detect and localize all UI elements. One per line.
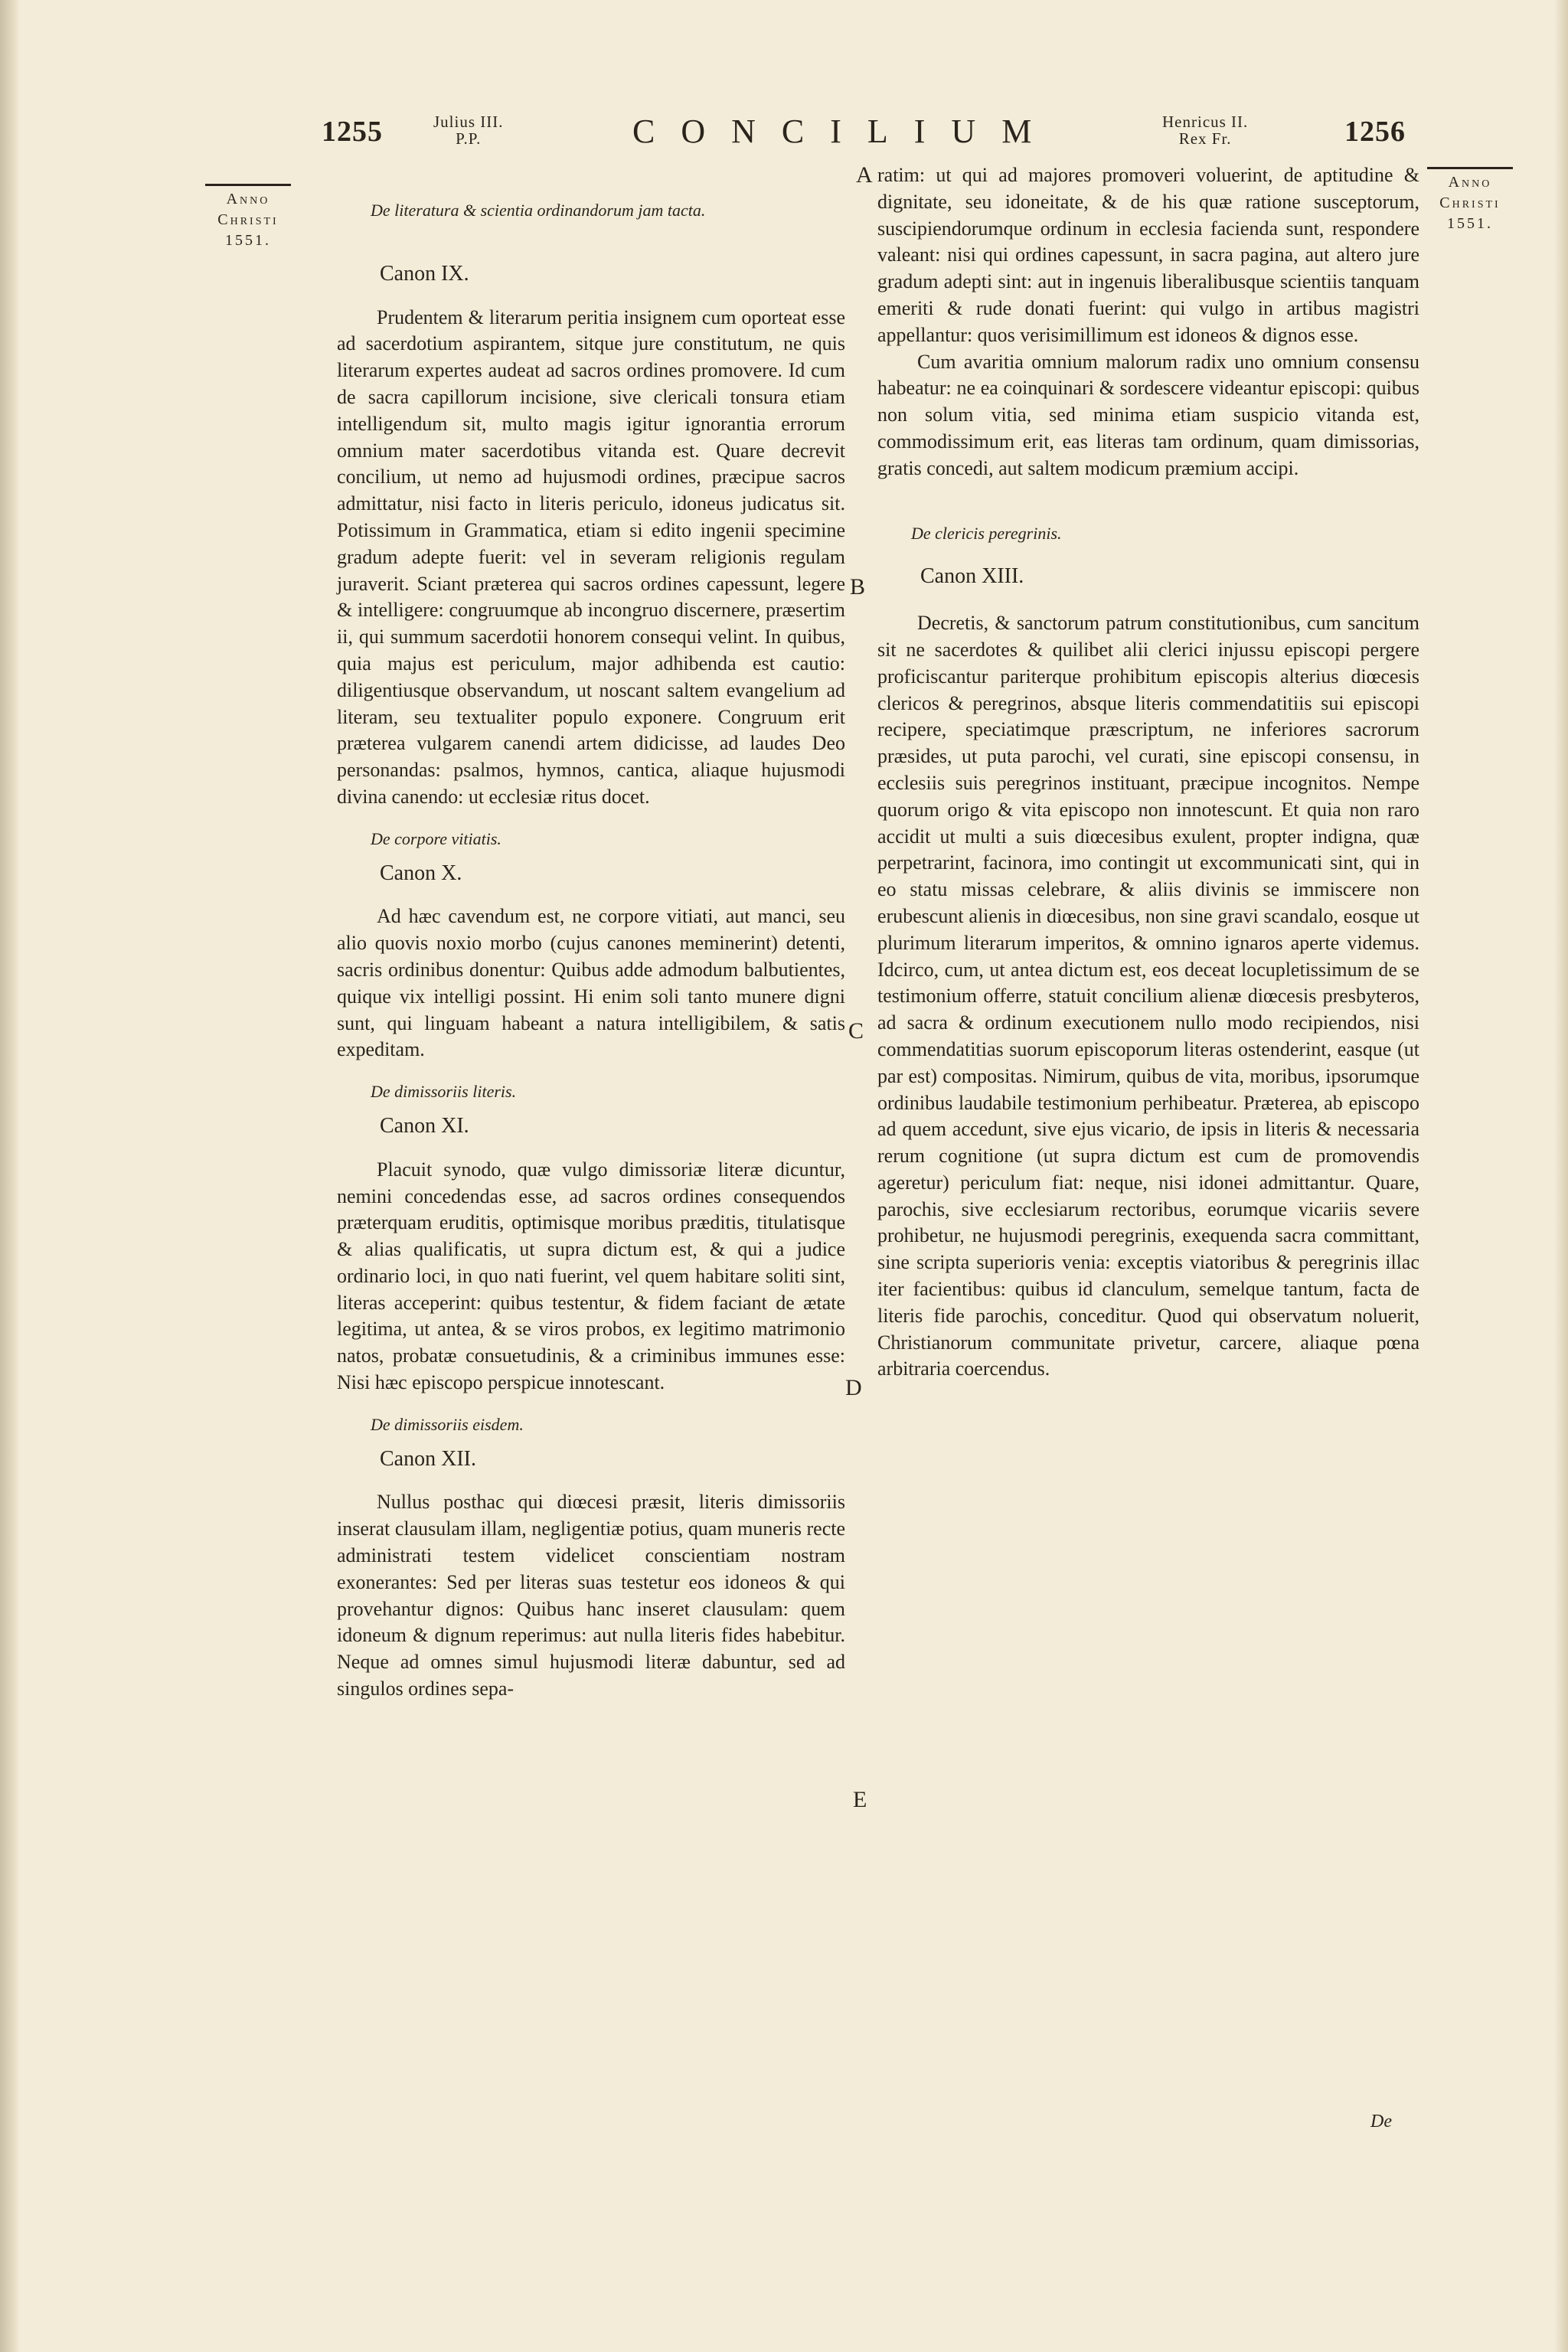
canon-11-text: Placuit synodo, quæ vulgo dimissoriæ literæ dicuntur, nemini concedendas esse, ad sacros ordines consequendos præterquam eruditis, optimisque moribus præditis, titulatisque & alias qualificatis, ut supra dictum est, & qui a judice ordinario loci, in quo nati fuerint, vel quem habitare soliti sint, literas acceperint: quibus testentur, & fidem faciant de ætate legitima, ut antea, & se viros probos, ex legitimo matrimonio natos, probatæ consuetudinis, & a criminibus immunes esse: Nisi hæc episcopo perspicue innotescant. <box>337 1158 845 1394</box>
catchword: De <box>1370 2112 1392 2132</box>
margin-note-left <box>205 184 291 251</box>
margin-right-line2: Christi <box>1439 194 1501 211</box>
canon-heading-12: Canon XII. <box>380 1446 476 1471</box>
canon-12-continuation-2: Cum avaritia omnium malorum radix uno omnium consensu habeatur: ne ea coinquinari & sordescere videantur episcopi: quibus non solum vitia, sed minima etiam suspicio vitanda est, commodissimum erit, eas literas tam ordinum, quam dimissorias, gratis concedi, aut saltem modicum præmium accipi. <box>877 350 1419 479</box>
canon-heading-9: Canon IX. <box>380 261 469 286</box>
left-note-line1: Julius III. <box>433 113 504 131</box>
running-head-left-note <box>433 113 504 147</box>
canon-12-text: Nullus posthac qui diœcesi præsit, literis dimissoriis inserat clausulam illam, negligentiæ potius, quam muneris recte administrati testem videlicet conscientiam nostram exonerantes: Sed per literas suas testetur eos idoneos & qui provehantur dignos: Quibus hanc inseret clausulam: quem idoneum & dignum reperimus: aut nulla literis fides habebitur. Neque ad omnes simul hujusmodi literæ dabuntur, sed ad singulos ordines sepa- <box>337 1491 845 1700</box>
margin-note-right <box>1427 167 1513 234</box>
left-column <box>337 198 845 1703</box>
section-title-canon-10: De corpore vitiatis. <box>371 828 501 848</box>
section-title-canon-9: De literatura & scientia ordinandorum jam tacta. <box>371 201 706 220</box>
margin-rule-right <box>1427 167 1513 169</box>
section-title-canon-12: De dimissoriis eisdem. <box>371 1414 524 1434</box>
left-note-line2: P.P. <box>456 129 482 148</box>
margin-left-line2: Christi <box>217 211 279 228</box>
book-spine-shadow <box>0 0 20 2352</box>
margin-left-line3: 1551. <box>225 232 271 249</box>
section-letter-b: B <box>850 574 866 599</box>
page-number-right: 1256 <box>1344 116 1406 148</box>
canon-13-text: Decretis, & sanctorum patrum constitutionibus, cum sancitum sit ne sacerdotes & quilibet alii clerici injussu episcopi pergere proficiscantur pariterque prohibitum episcopis alterius diœcesis clericos & peregrinos, absque literis commendatitiis sui episcopi recipere, speciatimque præscriptum, ne inferiores sacrorum præsides, ut puta parochi, vel curati, sine episcopi consensu, in ecclesiis suis peregrinos instituant, præcipue incognitos. Nempe quorum origo & vita episcopo non innotescunt. Et quia non raro accidit ut multi a suis diœcesibus exulent, propter indigna, quæ perpetrarint, facinora, imo contingit ut excommunicati sint, qui in eo statu missas celebrare, & aliis divinis se immiscere non erubescunt alienis in diœcesibus, non sine gravi scandalo, eosque ut plurimum literarum imperitos, & omnino ignaros aperte videmus. Idcirco, cum, ut antea dictum est, eos deceat locupletissimum de se testimonium offerre, statuit concilium alienæ diœcesis presbyteros, ad sacra & ordinum executionem nullo modo recipiendos, nisi commendatitias suorum episcoporum literas ostenderint, easque (ut par est) compositas. Nimirum, quibus de vita, moribus, ipsorumque ordinibus laudabile testimonium perhibeatur. Præterea, ab episcopo ad quem accedunt, sive ejus vicario, de ipsis in literis & necessaria rerum cognitione (ut supra dictum est cum de promovendis ageretur) periculum fiat: neque, nisi idonei admittantur. Quare, parochis, sive ecclesiarum rectoribus, eorumque vicariis severe prohibetur, ne hujusmodi peregrinis, exequenda sacra committant, sine scripta superioris venia: exceptis viatoribus & peregrinis illac iter facientibus: quibus id clanculum, semelque tantum, facta de literis fide parochis, conceditur. Quod qui observatum noluerit, Christianorum communitate privetur, carcere, aliaque pœna arbitraria coercendus. <box>877 612 1419 1380</box>
margin-rule-left <box>205 184 291 186</box>
section-title-canon-11: De dimissoriis literis. <box>371 1082 517 1102</box>
canon-12-continuation: ratim: ut qui ad majores promoveri voluerint, de aptitudine & dignitate, seu idoneitate, & de his quæ ratione susceptorum, suscipiendorumque ordinum in ecclesia facienda sunt, respondere valeant: nisi qui ordines capessunt, in sacra pagina, aut altero jure gradum adepti sint: aut in ingenuis liberalibusque scientiis tanquam emeriti & rude donati fuerint: qui vulgo in artibus magistri appellantur: quos verisimillimum est idoneos & dignos esse. <box>877 164 1419 346</box>
margin-left-line1: Anno <box>226 191 270 207</box>
margin-right-line1: Anno <box>1448 174 1492 191</box>
section-letter-c: C <box>848 1018 864 1044</box>
canon-10-text: Ad hæc cavendum est, ne corpore vitiati, aut manci, seu alio quovis noxio morbo (cujus canones meminerint) detenti, sacris ordinibus donentur: Quibus adde admodum balbutientes, quique vix intelligi possint. Hi enim soli tanto munere digni sunt, qui linguam habeant a natura intelligibilem, & satis expeditam. <box>337 905 845 1061</box>
canon-heading-10: Canon X. <box>380 861 462 885</box>
canon-heading-11: Canon XI. <box>380 1113 469 1138</box>
right-note-line2: Rex Fr. <box>1178 129 1232 148</box>
canon-heading-13: Canon XIII. <box>920 564 1024 589</box>
running-head-right-note <box>1162 113 1248 147</box>
section-letter-d: D <box>845 1375 862 1400</box>
page-number-left: 1255 <box>322 116 383 148</box>
section-letter-a: A <box>856 162 873 188</box>
margin-right-line3: 1551. <box>1447 215 1493 232</box>
section-letter-e: E <box>853 1787 867 1812</box>
right-column <box>877 162 1419 1383</box>
section-title-canon-13: De clericis peregrinis. <box>911 523 1062 543</box>
running-title: CONCILIUM <box>632 113 1058 150</box>
canon-9-text: Prudentem & literarum peritia insignem cum oporteat esse ad sacerdotium aspirantem, sitque jure constitutum, ne quis literarum expertes audeat ad sacros ordines promovere. Id cum de sacra capillorum incisione, sive clericali tonsura etiam intelligendum sit, multo magis igitur ignorantia errorum omnium mater sacerdotibus vitanda est. Quare decrevit concilium, ut nemo ad hujusmodi ordines, præcipue sacros admittatur, nisi facto in literis periculo, idoneus judicatus sit. Potissimum in Grammatica, etiam si edito ingenii specimine gradum adepte fuerit: vel in severam religionis regulam juraverit. Sciant præterea qui sacros ordines capessunt, legere & intelligere: congruumque ab incongruo discernere, præsertim ii, qui summum sacerdotii honorem consequi velint. In quibus, quia majus est periculum, major adhibenda est cautio: diligentiusque observandum, ut noscant saltem evangelium ad literam, seu textualiter populo exponere. Congruum erit præterea vulgarem canendi artem didicisse, ad laudes Deo personandas: psalmos, hymnos, cantica, aliaque hujusmodi divina canendo: ut ecclesiæ ritus docet. <box>337 305 845 808</box>
page-edge-shadow <box>1554 0 1568 2352</box>
right-note-line1: Henricus II. <box>1162 113 1249 131</box>
